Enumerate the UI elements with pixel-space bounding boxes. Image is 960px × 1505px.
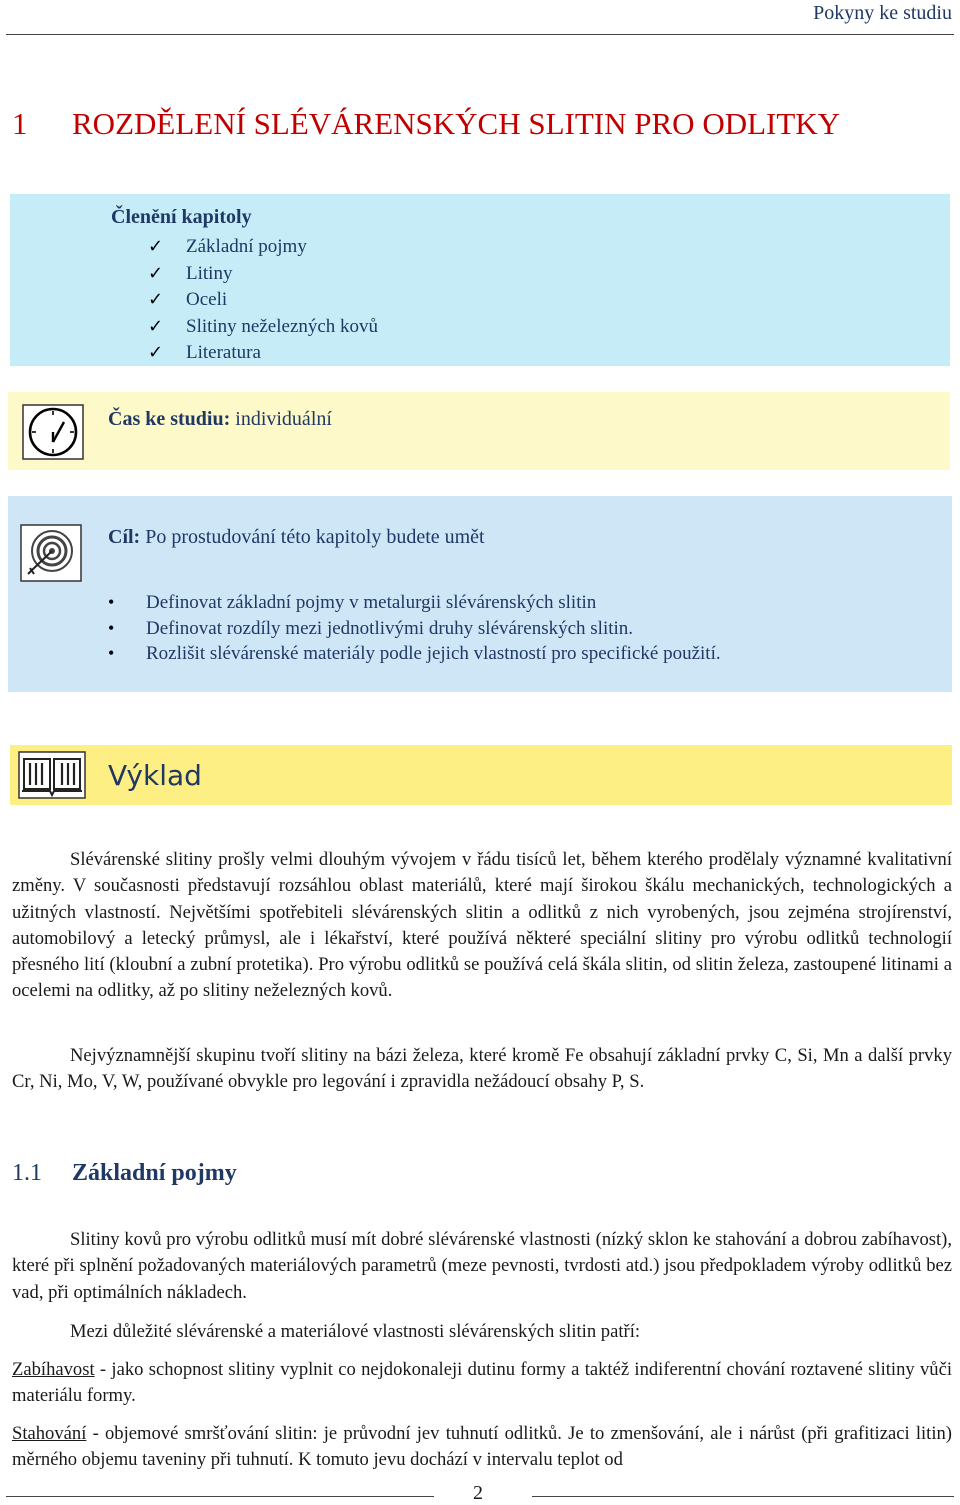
outline-list [148, 234, 378, 367]
chapter-title [12, 106, 840, 142]
definition-stahovani [12, 1421, 952, 1474]
checkmark-icon: ✓ [148, 236, 164, 257]
paragraph-2: Nejvýznamnější skupinu tvoří slitiny na bázi železa, které kromě Fe obsahují základní prvky C, Si, Mn a další prvky Cr, Ni, Mo, V, W, používané obvykle pro legování i zpravidla nežádoucí obsahy P, S. [12, 1045, 952, 1093]
checkmark-icon: ✓ [148, 262, 164, 284]
outline-item: ✓ Literatura [148, 340, 378, 367]
paragraph-3: Slitiny kovů pro výrobu odlitků musí mít dobré slévárenské vlastnosti (nízký sklon ke stahování a dobrou zabíhavost), které při splnění požadovaných materiálových parametrů (meze pevnosti, tvrdosti atd.) jsou předpokladem výroby odlitků bez vad, při optimálních nákladech. [12, 1229, 952, 1303]
goal-item: • Definovat rozdíly mezi jednotlivými druhy slévárenských slitin. [108, 616, 721, 642]
definition-stahovani-text: - objemové smršťování slitin: je průvodní jev tuhnutí odlitků. Je to zmenšování, ale i nárůst (při grafitizaci litin) měrného objemu taveniny při tuhnutí. K tomuto jevu dochází v intervalu teplot od [12, 1423, 952, 1471]
term-stahovani: Stahování [12, 1423, 87, 1444]
outline-item: ✓ Oceli [148, 287, 378, 314]
chapter-number: 1 [12, 106, 28, 141]
target-icon [20, 524, 82, 582]
checkmark-icon: ✓ [148, 342, 164, 363]
study-time-box [8, 392, 950, 470]
definition-zabihavost-text: - jako schopnost slitiny vyplnit co nejdokonaleji dutinu formy a taktéž indiferentní chování roztavené slitiny vůči materiálu formy. [12, 1359, 952, 1407]
outline-item: ✓ Litiny [148, 261, 378, 288]
bullet-icon: • [108, 592, 115, 612]
goal-box [8, 496, 952, 692]
goal-list [108, 590, 721, 667]
goal-item: • Definovat základní pojmy v metalurgii slévárenských slitin [108, 590, 721, 616]
study-time-value: individuální [235, 408, 332, 430]
study-time-label: Čas ke studiu: [108, 408, 231, 430]
paragraph-1: Slévárenské slitiny prošly velmi dlouhým vývojem v řádu tisíců let, během kterého prodělaly významné kvalitativní změny. V současnosti představují rozsáhlou oblast materiálů, které mají širokou škálu mechanických, technologických a užitných vlastností. Největšími spotřebiteli slévárenských slitin a odlitků z nich vyrobených, jsou zejména strojírenství, automobilový a letecký průmysl, ale i lékařství, které používá některé speciální slitiny pro výrobu odlitků technologií přesného lití (kloubní a zubní protetika). Pro výrobu odlitků se používá celá škála slitin, od slitin železa, zastoupené litinami a ocelemi na odlitky, až po slitiny neželezných kovů. [12, 849, 952, 1002]
header-text: Pokyny ke studiu [813, 2, 952, 24]
chapter-outline-box [10, 194, 950, 366]
explanation-title: Výklad [108, 759, 202, 792]
study-time-text [108, 408, 332, 431]
explanation-box [10, 745, 952, 805]
book-icon [18, 751, 86, 799]
goal-intro-text: Po prostudování této kapitoly budete umět [145, 526, 485, 548]
bullet-icon: • [108, 643, 115, 663]
bullet-icon: • [108, 617, 115, 638]
goal-item: • Rozlišit slévárenské materiály podle jejich vlastností pro specifické použití. [108, 641, 721, 667]
outline-title: Členění kapitoly [111, 206, 252, 228]
section-title-text: Základní pojmy [72, 1160, 237, 1186]
section-title [12, 1160, 237, 1187]
footer-divider-right [532, 1496, 954, 1497]
outline-item: ✓ Základní pojmy [148, 234, 378, 261]
footer-divider-left [6, 1496, 434, 1497]
paragraph-4: Mezi důležité slévárenské a materiálové vlastnosti slévárenských slitin patří: [70, 1321, 641, 1342]
clock-icon [22, 404, 84, 460]
goal-intro [108, 526, 485, 549]
checkmark-icon: ✓ [148, 289, 164, 310]
definition-zabihavost [12, 1357, 952, 1410]
page-number: 2 [473, 1482, 483, 1504]
outline-item: ✓ Slitiny neželezných kovů [148, 314, 378, 341]
checkmark-icon: ✓ [148, 315, 164, 337]
chapter-title-text: ROZDĚLENÍ SLÉVÁRENSKÝCH SLITIN PRO ODLITKY [72, 106, 841, 141]
header-divider [6, 34, 954, 35]
term-zabihavost: Zabíhavost [12, 1359, 95, 1380]
section-number: 1.1 [12, 1160, 42, 1186]
goal-label: Cíl: [108, 526, 141, 548]
